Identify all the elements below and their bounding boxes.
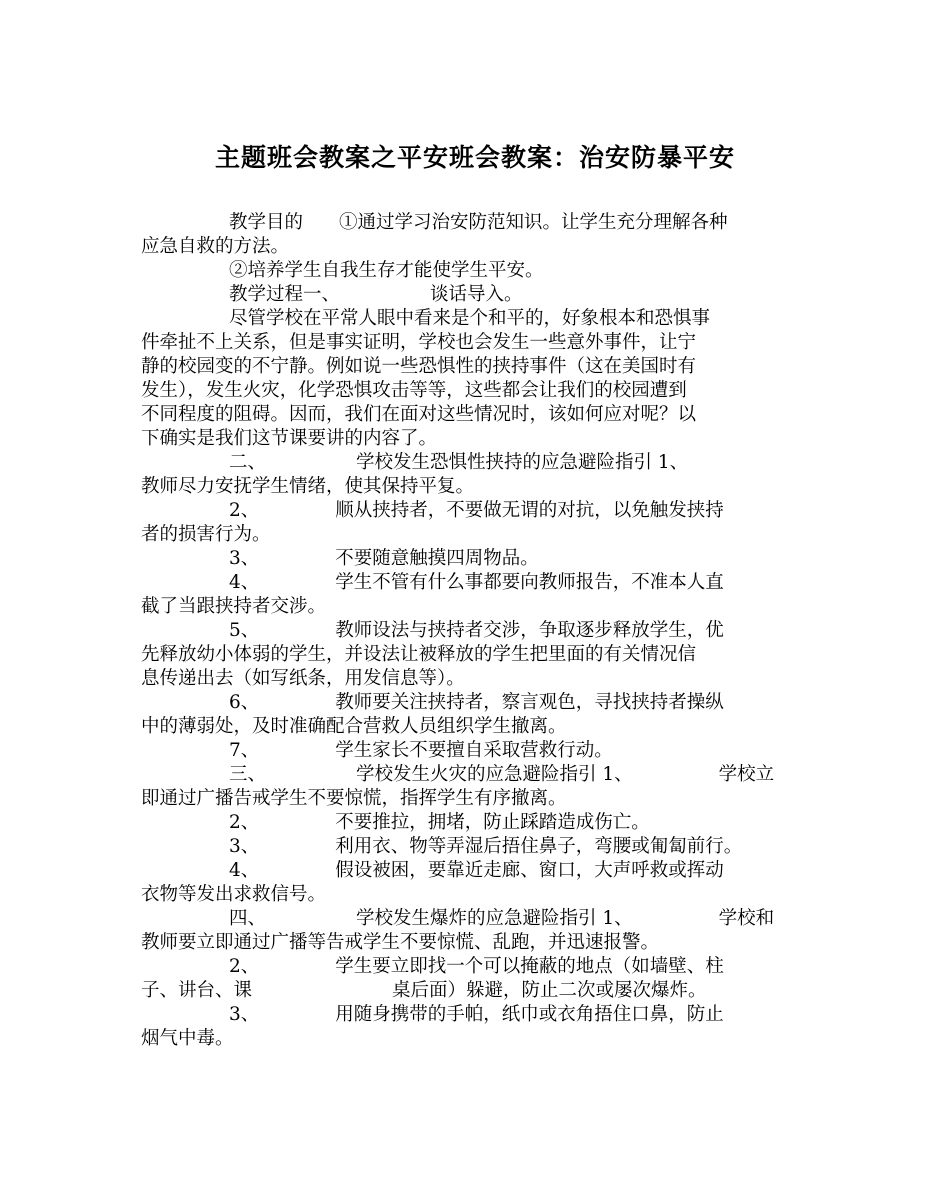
text-segment: 3、	[229, 836, 260, 857]
text-segment: 件牵扯不上关系，但是事实证明，学校也会发生一些意外事件，让宁	[141, 332, 697, 353]
text-segment: 桌后面）躲避，防止二次或屡次爆炸。	[392, 980, 707, 1001]
text-segment: 假设被困，要靠近走廊、窗口，大声呼救或挥动	[335, 860, 724, 881]
text-line	[141, 1027, 811, 1051]
text-line	[141, 619, 811, 643]
text-segment: 3、	[229, 548, 260, 569]
text-segment: 7、	[229, 740, 260, 761]
text-line	[141, 691, 811, 715]
text-line	[141, 547, 811, 571]
text-line	[141, 907, 811, 931]
text-line	[141, 811, 811, 835]
text-segment: 尽管学校在平常人眼中看来是个和平的，好象根本和恐惧事	[229, 308, 711, 329]
text-line	[141, 283, 811, 307]
text-segment: 静的校园变的不宁静。例如说一些恐惧性的挟持事件（这在美国时有	[141, 356, 697, 377]
text-segment: 不要推拉，拥堵，防止踩踏造成伤亡。	[335, 812, 650, 833]
text-segment: 二、	[229, 452, 267, 473]
text-segment: 衣物等发出求救信号。	[141, 884, 327, 905]
text-line	[141, 979, 811, 1003]
page-title: 主题班会教案之平安班会教案：治安防暴平安	[214, 143, 735, 172]
text-line	[141, 211, 811, 235]
text-line	[141, 931, 811, 955]
text-segment: 学校发生火灾的应急避险指引 1、	[356, 764, 633, 785]
document-body	[141, 211, 811, 1051]
text-segment: 学生要立即找一个可以掩蔽的地点（如墙壁、柱	[335, 956, 724, 977]
text-segment: 教师要立即通过广播等告戒学生不要惊慌、乱跑，并迅速报警。	[141, 932, 660, 953]
text-segment: 下确实是我们这节课要讲的内容了。	[141, 428, 438, 449]
text-line	[141, 307, 811, 331]
text-segment: 三、	[229, 764, 267, 785]
text-segment: 者的损害行为。	[141, 524, 271, 545]
text-segment: 不要随意触摸四周物品。	[335, 548, 539, 569]
text-segment: 四、	[229, 908, 267, 929]
text-segment: 6、	[229, 692, 260, 713]
text-line	[141, 739, 811, 763]
text-segment: 2、	[229, 956, 260, 977]
text-segment: 2、	[229, 500, 260, 521]
text-line	[141, 475, 811, 499]
text-line	[141, 859, 811, 883]
text-line	[141, 571, 811, 595]
text-segment: 教师设法与挟持者交涉，争取逐步释放学生，优	[335, 620, 724, 641]
text-segment: 3、	[229, 1004, 260, 1025]
text-segment: 子、讲台、课	[141, 980, 253, 1001]
text-segment: 截了当跟挟持者交涉。	[141, 596, 327, 617]
text-segment: 顺从挟持者，不要做无谓的对抗，以免触发挟持	[335, 500, 724, 521]
text-segment: 5、	[229, 620, 260, 641]
text-segment: 即通过广播告戒学生不要惊慌，指挥学生有序撤离。	[141, 788, 567, 809]
text-line	[141, 715, 811, 739]
text-segment: 发生），发生火灾，化学恐惧攻击等等，这些都会让我们的校园遭到	[141, 380, 687, 401]
text-line	[141, 259, 811, 283]
text-segment: 中的薄弱处，及时准确配合营救人员组织学生撤离。	[141, 716, 567, 737]
text-segment: 教师尽力安抚学生情绪，使其保持平复。	[141, 476, 475, 497]
text-line	[141, 1003, 811, 1027]
text-segment: 2、	[229, 812, 260, 833]
text-segment: ②培养学生自我生存才能使学生平安。	[229, 260, 544, 281]
text-segment: 学生不管有什么事都要向教师报告，不准本人直	[335, 572, 724, 593]
text-segment: 教学过程一、	[229, 284, 341, 305]
text-segment: 息传递出去（如写纸条，用发信息等）。	[141, 668, 465, 689]
text-line	[141, 835, 811, 859]
text-line	[141, 355, 811, 379]
text-segment: 用随身携带的手帕，纸巾或衣角捂住口鼻，防止	[335, 1004, 724, 1025]
text-segment: 应急自救的方法。	[141, 236, 290, 257]
text-segment: 教学目的	[229, 212, 304, 233]
text-line	[141, 883, 811, 907]
text-segment: 学校和	[718, 908, 775, 929]
text-line	[141, 643, 811, 667]
text-line	[141, 235, 811, 259]
text-line	[141, 667, 811, 691]
text-segment: ①通过学习治安防范知识。让学生充分理解各种	[339, 212, 728, 233]
text-segment: 教师要关注挟持者，察言观色，寻找挟持者操纵	[335, 692, 724, 713]
text-line	[141, 403, 811, 427]
text-line	[141, 955, 811, 979]
text-line	[141, 523, 811, 547]
text-segment: 不同程度的阻碍。因而，我们在面对这些情况时，该如何应对呢？以	[141, 404, 697, 425]
text-line	[141, 499, 811, 523]
text-line	[141, 379, 811, 403]
text-segment: 利用衣、物等弄湿后捂住鼻子，弯腰或匍匐前行。	[335, 836, 743, 857]
text-line	[141, 787, 811, 811]
text-line	[141, 595, 811, 619]
text-segment: 4、	[229, 860, 260, 881]
text-segment: 学校立	[718, 764, 775, 785]
text-line	[141, 427, 811, 451]
text-line	[141, 331, 811, 355]
text-segment: 谈话导入。	[430, 284, 523, 305]
text-segment: 先释放幼小体弱的学生，并设法让被释放的学生把里面的有关情况信	[141, 644, 697, 665]
text-segment: 学生家长不要擅自采取营救行动。	[335, 740, 613, 761]
text-segment: 学校发生爆炸的应急避险指引 1、	[356, 908, 633, 929]
text-segment: 学校发生恐惧性挟持的应急避险指引 1、	[356, 452, 689, 473]
text-line	[141, 451, 811, 475]
text-segment: 4、	[229, 572, 260, 593]
text-segment: 烟气中毒。	[141, 1028, 234, 1049]
text-line	[141, 763, 811, 787]
